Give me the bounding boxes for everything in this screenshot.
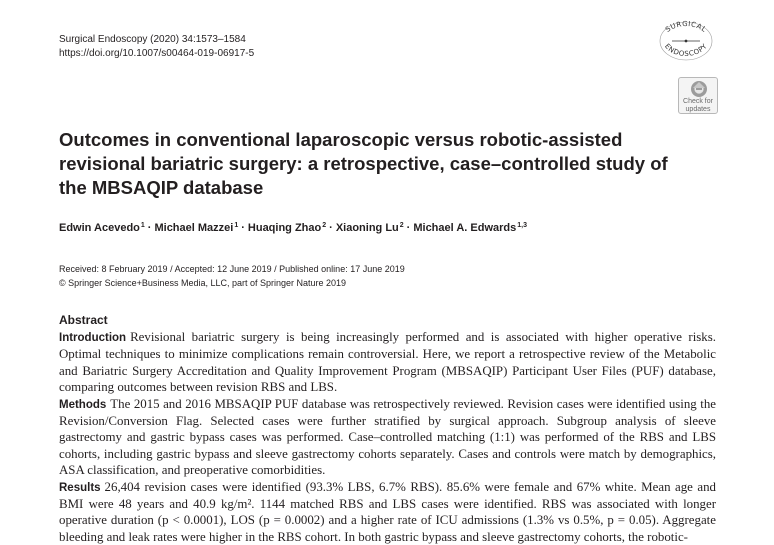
received-dates: Received: 8 February 2019 / Accepted: 12 June 2019 / Published online: 17 June 2019 bbox=[59, 264, 405, 274]
author-name[interactable]: Michael Mazzei bbox=[154, 222, 234, 234]
doi-link[interactable]: https://doi.org/10.1007/s00464-019-06917-5 bbox=[59, 48, 255, 59]
crossmark-line2: updates bbox=[685, 105, 711, 113]
abstract-body bbox=[59, 329, 716, 545]
author-affiliation: 2 bbox=[322, 222, 327, 229]
journal-citation: Surgical Endoscopy (2020) 34:1573–1584 bbox=[59, 34, 246, 45]
author-separator: · bbox=[329, 222, 333, 234]
seal-bottom-text: ENDOSCOPY bbox=[663, 42, 709, 59]
abstract-heading: Abstract bbox=[59, 313, 108, 327]
abstract-introduction bbox=[59, 329, 716, 396]
copyright-line: © Springer Science+Business Media, LLC, part of Springer Nature 2019 bbox=[59, 277, 347, 288]
section-label: Methods bbox=[59, 398, 107, 411]
abstract-methods bbox=[59, 396, 716, 479]
author-name[interactable]: Huaqing Zhao bbox=[247, 222, 322, 234]
section-label: Introduction bbox=[59, 332, 127, 344]
society-seal-logo bbox=[654, 20, 718, 62]
publication-dates bbox=[59, 263, 405, 290]
svg-text:SURGICAL bbox=[664, 20, 708, 34]
article-title: Outcomes in conventional laparoscopic versus robotic-assisted revisional bariatric surgery: a retrospective, case–controlled study of the MBSAQIP database bbox=[59, 129, 668, 198]
author-separator: · bbox=[406, 222, 411, 234]
author-affiliation: 1,3 bbox=[517, 222, 527, 229]
seal-top-text: SURGICAL bbox=[664, 20, 708, 34]
author-affiliation: 1 bbox=[140, 222, 145, 229]
author-name[interactable]: Xiaoning Lu bbox=[335, 222, 399, 234]
abstract-results bbox=[59, 479, 716, 545]
crossmark-line1: Check for bbox=[683, 98, 713, 105]
crossmark-icon bbox=[679, 79, 719, 99]
author-list bbox=[59, 222, 527, 234]
section-text: 26,404 revision cases were identified (93.3% LBS, 6.7% RBS). 85.6% were female and 67% white. Mean age and BMI were 48 years and 40.9 kg/m². 1144 matched RBS and LBS cases were identified. RBS was associated with longer operative duration (p < 0.0001), LOS (p = 0.0002) and a higher rate of ICU admissions (1.3% vs 0.5%, p = 0.05). Aggregate bleeding and leak rates were higher in the RBS cohort. In both gastric bypass and sleeve gastrectomy cohorts, the robotic- bbox=[59, 479, 716, 544]
journal-header bbox=[59, 33, 254, 61]
author-name[interactable]: Edwin Acevedo bbox=[59, 222, 140, 234]
author-separator: · bbox=[147, 222, 152, 234]
author-affiliation: 1 bbox=[234, 222, 239, 229]
section-label: Results bbox=[59, 481, 101, 494]
author-separator: · bbox=[241, 222, 245, 234]
section-text: The 2015 and 2016 MBSAQIP PUF database was retrospectively reviewed. Revision cases were identified using the Revision/Conversion Flag. Selected cases were further stratified by surgical approach. Subgroup analysis of sleeve gastrectomy and gastric bypass cases was performed. Case–controlled matching (1:1) was performed of the RBS and LBS cohorts, including gastric bypass and sleeve gastrectomy cohorts separately. Cases and controls were match by demographics, ASA classification, and preoperative comorbidities. bbox=[59, 396, 716, 478]
author-name[interactable]: Michael A. Edwards bbox=[413, 222, 517, 234]
crossmark-label bbox=[679, 98, 717, 113]
section-text: Revisional bariatric surgery is being increasingly performed and is associated with higher operative risks. Optimal techniques to minimize complications remain controversial. Here, we report a retrospective review of the Metabolic and Bariatric Surgery Accreditation and Quality Improvement Program (MBSAQIP) Participant User Files (PUF) database, comparing outcomes between revision RBS and LBS. bbox=[59, 330, 716, 395]
check-for-updates-badge[interactable] bbox=[678, 77, 718, 114]
author-affiliation: 2 bbox=[399, 222, 404, 229]
